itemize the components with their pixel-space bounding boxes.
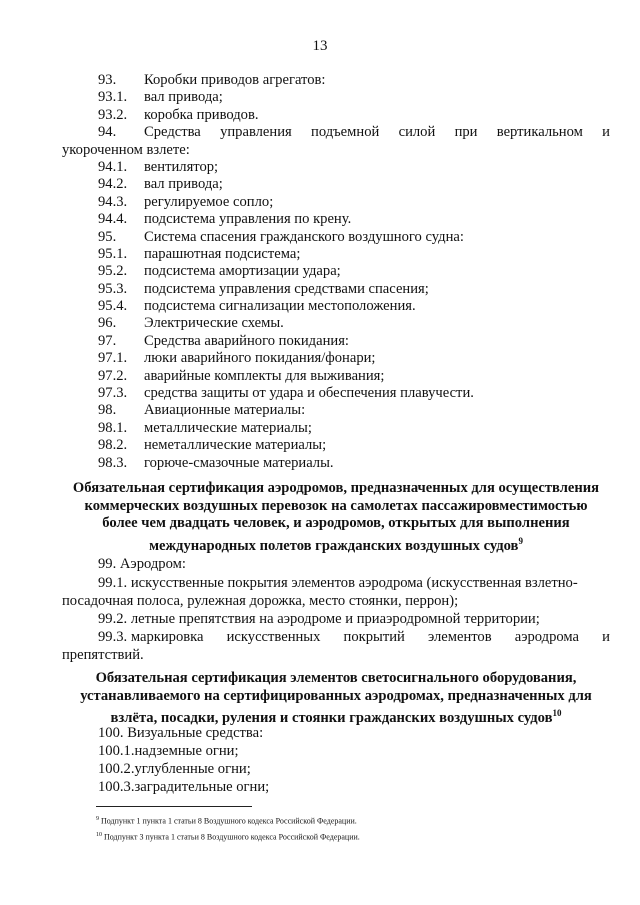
- list-item: [62, 263, 610, 280]
- item-number: 97.1.: [98, 350, 128, 367]
- item-text: аварийные комплекты для выживания;: [144, 367, 385, 384]
- heading-line: коммерческих воздушных перевозок на самолетах пассажировместимостью: [84, 497, 588, 514]
- list-item: [62, 194, 610, 211]
- item-text: неметаллические материалы;: [144, 437, 327, 454]
- item-text: Система спасения гражданского воздушного судна:: [144, 228, 464, 245]
- item-number: 95.: [98, 228, 117, 245]
- item-text: горюче-смазочные материалы.: [144, 454, 334, 471]
- list-item: [62, 420, 610, 437]
- item-text: вал привода;: [144, 89, 223, 106]
- heading-line: Обязательная сертификация элементов светосигнального оборудования,: [95, 670, 577, 686]
- item-number: 98.3.: [98, 454, 128, 471]
- list-item: [62, 107, 610, 124]
- item-100-2: 100.2.углубленные огни;: [98, 761, 251, 777]
- item-text: металлические материалы;: [144, 419, 312, 436]
- item-text: подсистема управления по крену.: [144, 211, 352, 228]
- equipment-list: [62, 72, 610, 472]
- section-heading-lighting: [62, 670, 610, 728]
- heading-line: более чем двадцать человек, и аэродромов, открытых для выполнения: [102, 515, 570, 532]
- list-item: [62, 385, 610, 402]
- item-text: Коробки приводов агрегатов:: [144, 72, 326, 88]
- item-text: вал привода;: [144, 176, 223, 193]
- list-item: [62, 211, 610, 228]
- item-number: 95.1.: [98, 245, 128, 262]
- footnote-divider: [96, 806, 252, 807]
- item-number: 97.3.: [98, 385, 128, 402]
- item-text: Средства управления подъемной силой при вертикальном и: [144, 124, 610, 141]
- footnote-ref: 10: [552, 708, 562, 719]
- item-number: 98.: [98, 402, 117, 419]
- item-text: укороченном взлете:: [62, 141, 190, 158]
- item-number: 93.: [98, 72, 117, 88]
- item-100: 100. Визуальные средства:: [98, 725, 264, 741]
- item-text: парашютная подсистема;: [144, 245, 301, 262]
- list-item: [62, 229, 610, 246]
- list-item: [62, 333, 610, 350]
- item-number: 93.2.: [98, 106, 128, 123]
- heading-line: взлёта, посадки, руления и стоянки гражданских воздушных судов$^{10}$: [110, 708, 562, 727]
- footnote-9: $^9$ Подпункт 1 пункта 1 статьи 8 Воздушного кодекса Российской Федерации.: [96, 816, 357, 826]
- item-text: люки аварийного покидания/фонари;: [144, 350, 376, 367]
- item-number: 98.2.: [98, 437, 128, 454]
- heading-line: Обязательная сертификация аэродромов, предназначенных для осуществления: [72, 480, 600, 496]
- list-item: [62, 402, 610, 419]
- item-text: вентилятор;: [144, 158, 219, 175]
- item-number: 94.3.: [98, 193, 128, 210]
- item-text: Электрические схемы.: [144, 315, 284, 332]
- item-99-1: 99.1. искусственные покрытия элементов аэродрома (искусственная взлетно-: [98, 575, 578, 591]
- list-item: [62, 246, 610, 263]
- list-item: [62, 437, 610, 454]
- heading-line: международных полетов гражданских воздушных судов$^9$: [149, 535, 523, 554]
- heading-line: устанавливаемого на сертифицированных аэродромах, предназначенных для: [80, 687, 592, 704]
- item-text: подсистема управления средствами спасения;: [144, 280, 429, 297]
- item-number: 97.2.: [98, 367, 128, 384]
- item-99-1-cont: посадочная полоса, рулежная дорожка, место стоянки, перрон);: [62, 593, 459, 609]
- list-item: [62, 72, 610, 89]
- item-text: коробка приводов.: [144, 106, 259, 123]
- item-number: 98.1.: [98, 419, 128, 436]
- page-number: 13: [312, 38, 328, 54]
- item-99-3: 99.3. маркировка искусственных покрытий элементов аэродрома и: [98, 629, 610, 645]
- item-100-1: 100.1.надземные огни;: [98, 743, 239, 759]
- list-item: [62, 176, 610, 193]
- item-99-3-cont: препятствий.: [62, 647, 144, 663]
- item-99-2: 99.2. летные препятствия на аэродроме и приаэродромной территории;: [98, 611, 540, 627]
- list-item-continuation: [62, 142, 610, 159]
- item-number: 94.1.: [98, 158, 128, 175]
- item-99: 99. Аэродром:: [98, 556, 186, 572]
- item-number: 96.: [98, 315, 117, 332]
- list-item: [62, 159, 610, 176]
- list-item: [62, 124, 610, 141]
- list-item: [62, 315, 610, 332]
- item-text: подсистема амортизации удара;: [144, 263, 341, 280]
- footnote-ref: 9: [518, 535, 523, 546]
- item-text: Средства аварийного покидания:: [144, 332, 349, 349]
- item-number: 94.2.: [98, 176, 128, 193]
- list-item: [62, 455, 610, 472]
- item-number: 93.1.: [98, 89, 128, 106]
- footnote-10: $^{10}$ Подпункт 3 пункта 1 статьи 8 Воздушного кодекса Российской Федерации.: [96, 832, 360, 842]
- item-number: 94.: [98, 124, 117, 141]
- item-number: 95.3.: [98, 280, 128, 297]
- item-text: средства защиты от удара и обеспечения плавучести.: [144, 385, 474, 402]
- section-heading-aerodromes: [62, 480, 610, 555]
- list-item: [62, 89, 610, 106]
- list-item: [62, 368, 610, 385]
- list-item: [62, 350, 610, 367]
- list-item: [62, 281, 610, 298]
- item-text: подсистема сигнализации местоположения.: [144, 298, 416, 315]
- item-number: 95.2.: [98, 263, 128, 280]
- list-item: [62, 298, 610, 315]
- item-text: регулируемое сопло;: [144, 193, 274, 210]
- item-text: Авиационные материалы:: [144, 402, 306, 419]
- item-number: 97.: [98, 332, 117, 349]
- item-number: 95.4.: [98, 298, 128, 315]
- item-100-3: 100.3.заградительные огни;: [98, 779, 270, 795]
- item-number: 94.4.: [98, 211, 128, 228]
